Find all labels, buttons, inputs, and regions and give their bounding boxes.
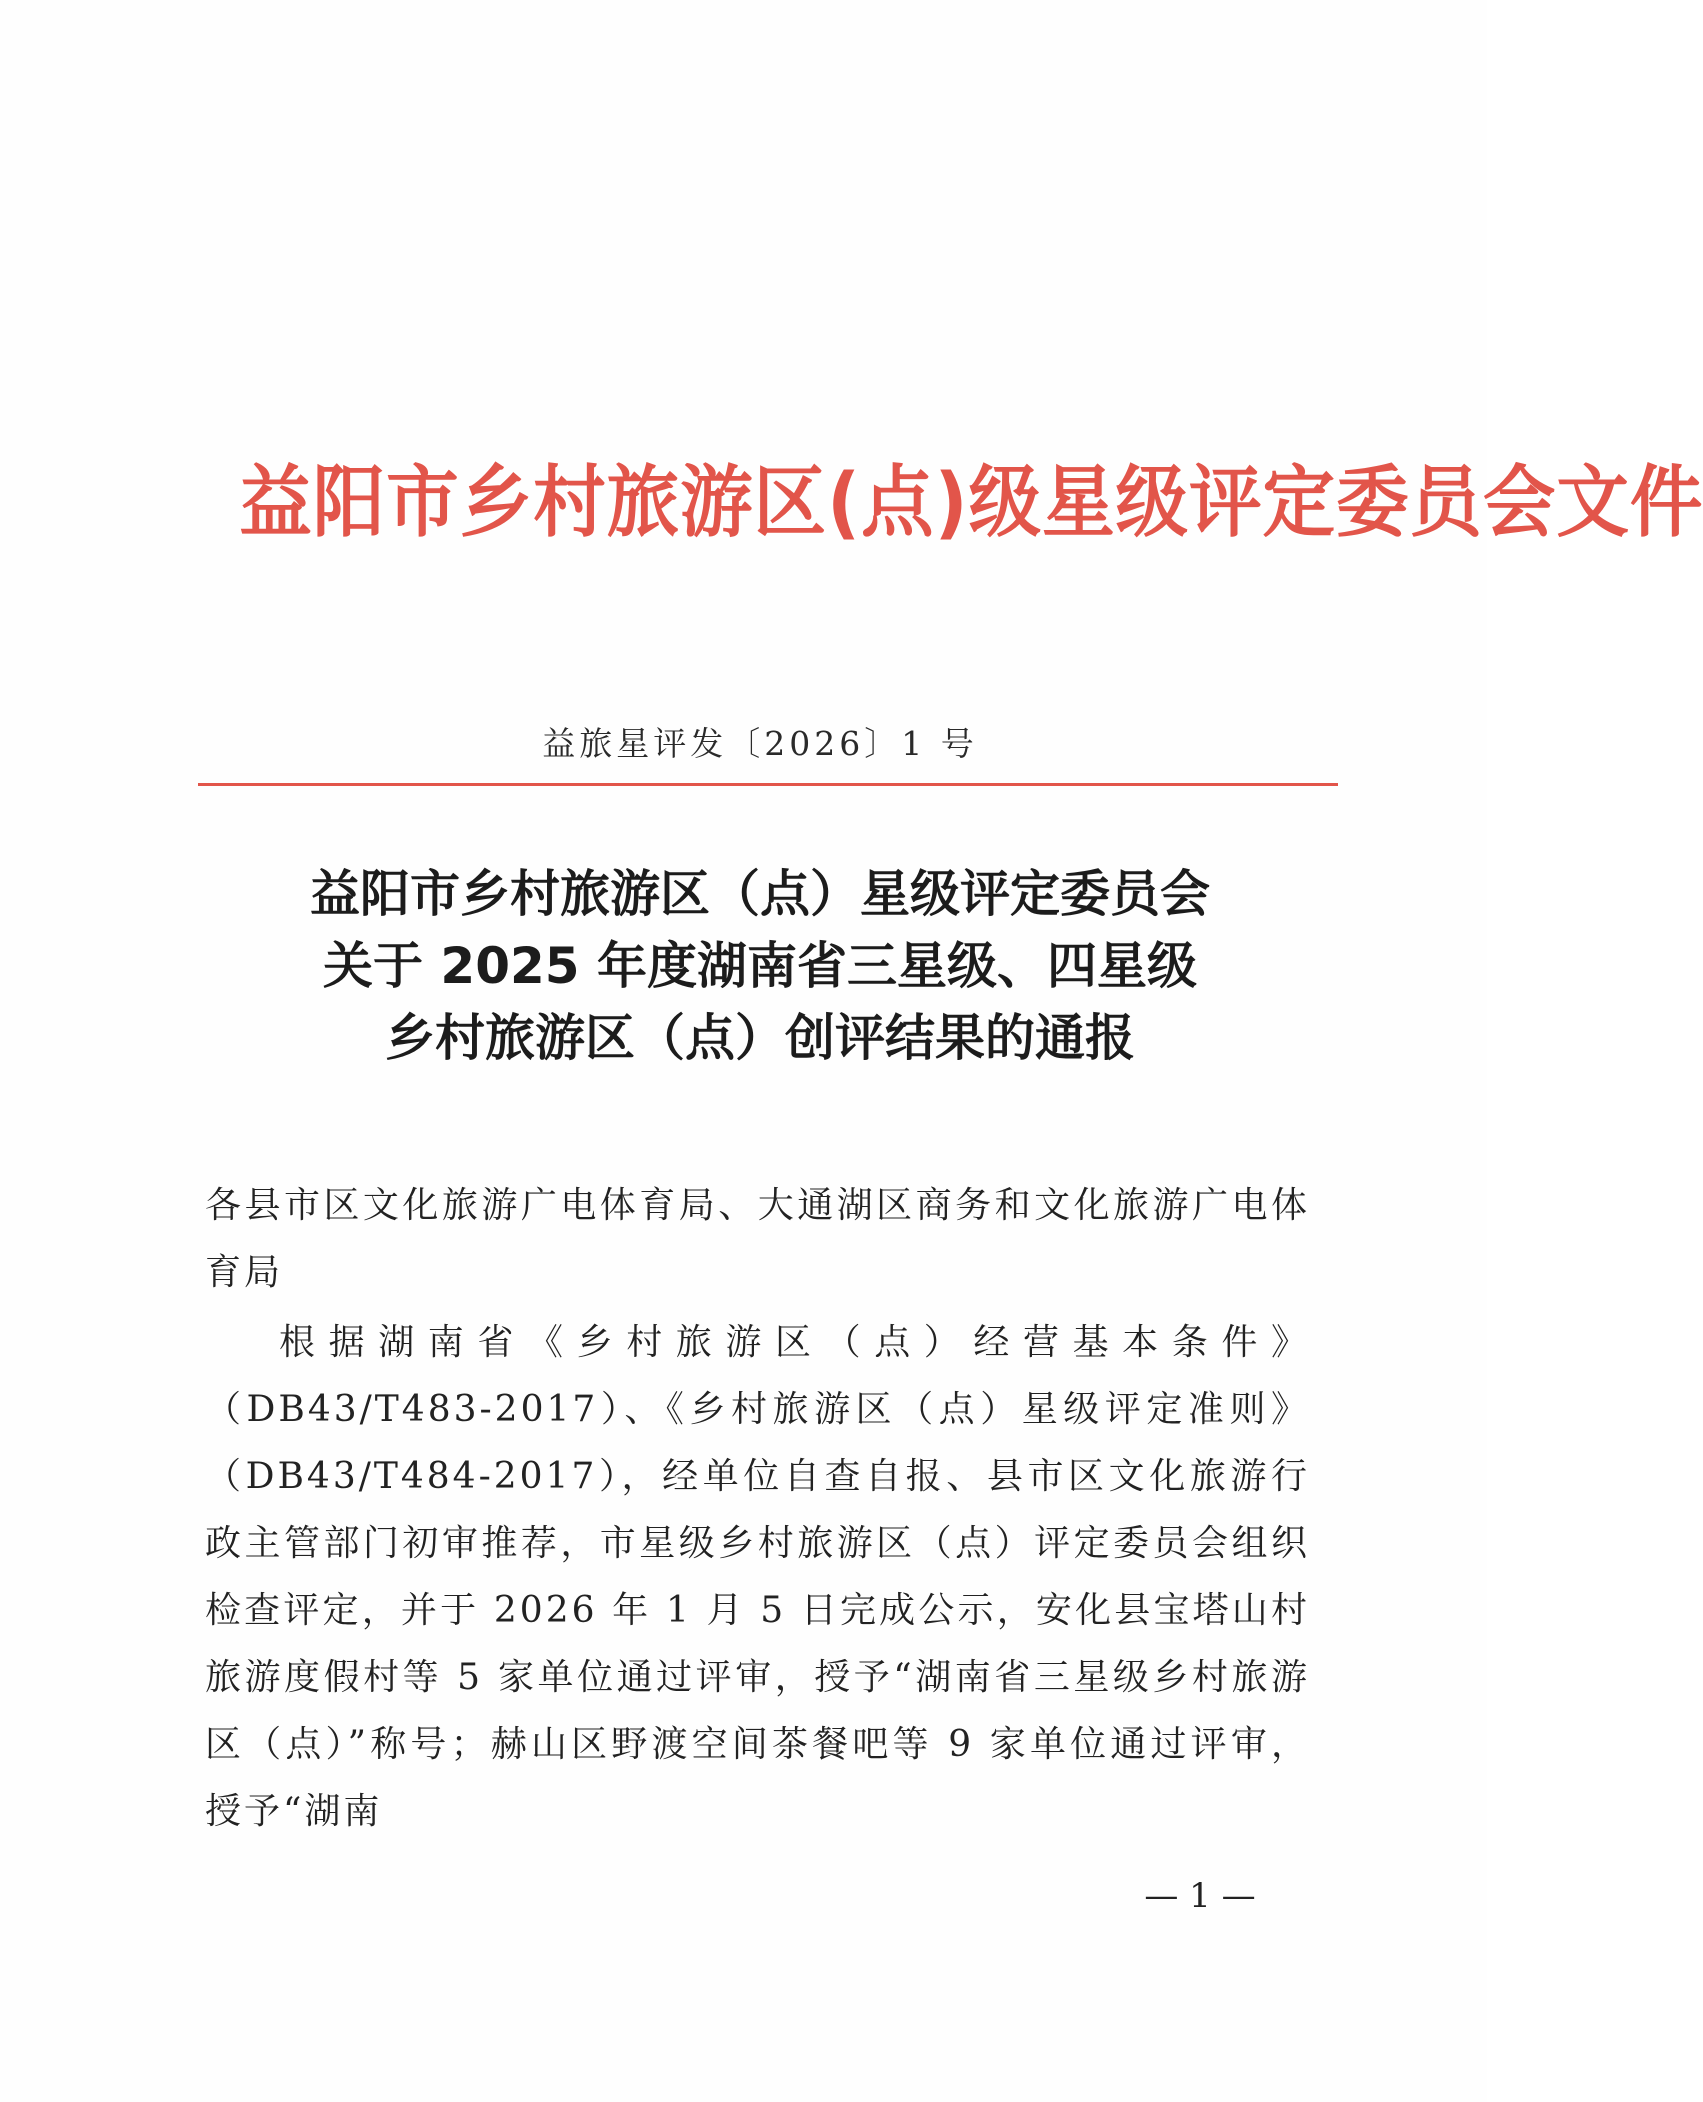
page-number: — 1 — xyxy=(1144,1876,1256,1916)
title-line-1: 益阳市乡村旅游区（点）星级评定委员会 xyxy=(310,865,1210,923)
document-body xyxy=(205,1172,1310,1845)
title-line-3: 乡村旅游区（点）创评结果的通报 xyxy=(385,1009,1135,1067)
title-line-2: 关于 2025 年度湖南省三星级、四星级 xyxy=(323,937,1197,995)
document-number: 益旅星评发〔2026〕1 号 xyxy=(542,724,978,763)
red-divider xyxy=(198,783,1338,786)
recipients-line: 各县市区文化旅游广电体育局、大通湖区商务和文化旅游广电体育局 xyxy=(205,1185,1310,1293)
body-paragraph: 根据湖南省《乡村旅游区（点）经营基本条件》（DB43/T483-2017）、《乡村旅游区（点）星级评定准则》（DB43/T484-2017），经单位自查自报、县市区文化旅游行政主管部门初审推荐，市星级乡村旅游区（点）评定委员会组织检查评定，并于 2026 年 1 月 5 日完成公示，安化县宝塔山村旅游度假村等 5 家单位通过评审，授予“湖南省三星级乡村旅游区（点）”称号；赫山区野渡空间茶餐吧等 9 家单位通过评审，授予“湖南 xyxy=(205,1322,1310,1832)
issuer-header: 益阳市乡村旅游区(点)级星级评定委员会文件 xyxy=(239,458,1703,548)
document-title xyxy=(200,858,1320,1074)
